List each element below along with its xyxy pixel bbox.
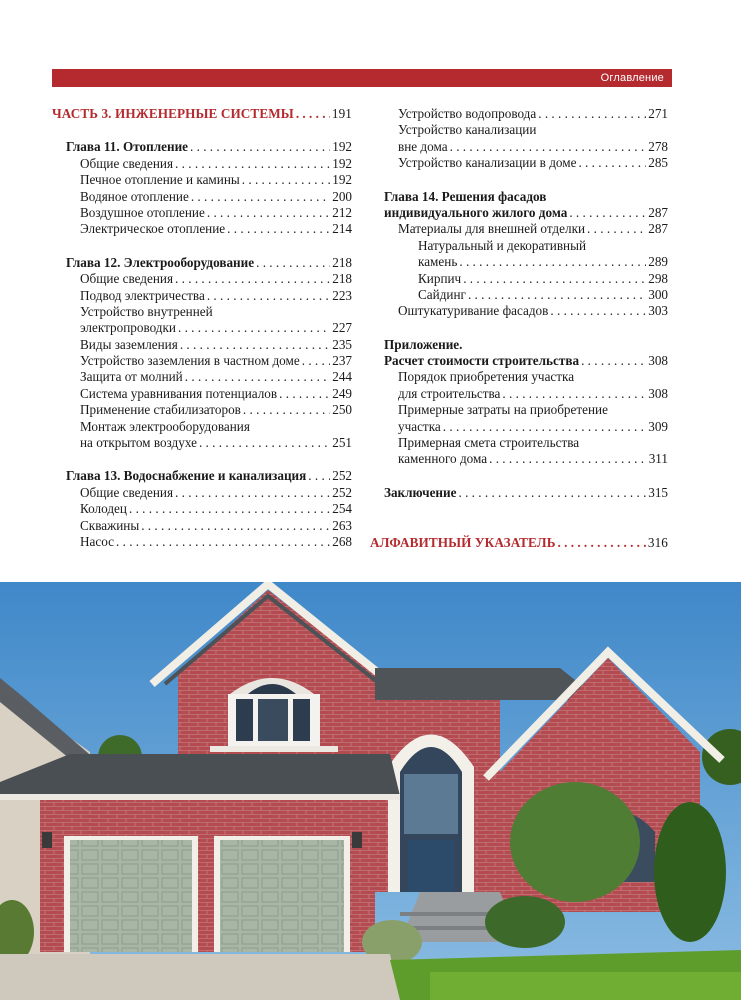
toc-entry-title: Глава 14. Решения фасадов bbox=[384, 188, 547, 204]
toc-entry-page: 200 bbox=[332, 188, 352, 204]
toc-leader-dots bbox=[558, 535, 646, 551]
toc-leader-dots bbox=[190, 139, 330, 155]
toc-leader-dots bbox=[459, 254, 646, 270]
toc-entry-page: 212 bbox=[332, 204, 352, 220]
toc-entry-page: 316 bbox=[647, 535, 668, 551]
toc-entry bbox=[52, 369, 352, 385]
toc-entry bbox=[52, 402, 352, 418]
toc-entry-title: каменного дома bbox=[398, 451, 488, 467]
toc-leader-dots bbox=[538, 106, 646, 122]
toc-entry-page: 287 bbox=[648, 221, 668, 237]
toc-entry-page: 308 bbox=[648, 385, 668, 401]
toc-entry-page: 285 bbox=[648, 155, 668, 171]
toc-entry bbox=[52, 271, 352, 287]
toc-entry bbox=[52, 419, 352, 435]
toc-entry bbox=[384, 419, 668, 435]
toc-entry-title: Глава 13. Водоснабжение и канализация bbox=[66, 468, 307, 484]
toc-entry-title: АЛФАВИТНЫЙ УКАЗАТЕЛЬ bbox=[370, 535, 556, 551]
toc-leader-dots bbox=[191, 189, 330, 205]
toc-entry-page: 192 bbox=[332, 172, 352, 188]
toc-entry bbox=[52, 106, 352, 122]
toc-entry bbox=[384, 106, 668, 122]
toc-leader-dots bbox=[302, 353, 331, 369]
toc-entry bbox=[52, 255, 352, 271]
toc-entry bbox=[52, 288, 352, 304]
toc-entry-title: Расчет стоимости строительства bbox=[384, 353, 580, 369]
toc-entry bbox=[52, 221, 352, 237]
toc-entry bbox=[52, 468, 352, 484]
toc-entry-title: Водяное отопление bbox=[80, 188, 189, 204]
toc-entry-page: 192 bbox=[332, 155, 352, 171]
toc-entry bbox=[52, 156, 352, 172]
toc-entry bbox=[52, 205, 352, 221]
toc-entry-page: 235 bbox=[332, 336, 352, 352]
toc-entry bbox=[52, 501, 352, 517]
toc-entry-title: на открытом воздухе bbox=[80, 435, 197, 451]
toc-entry-page: 191 bbox=[331, 106, 352, 121]
toc-entry-title: Порядок приобретения участка bbox=[398, 369, 575, 385]
section-title: Оглавление bbox=[600, 72, 664, 84]
toc-leader-dots bbox=[581, 353, 646, 369]
toc-entry-page: 311 bbox=[648, 451, 668, 467]
toc-entry-page: 315 bbox=[648, 484, 668, 500]
toc-entry bbox=[52, 139, 352, 155]
toc-entry-page: 214 bbox=[332, 221, 352, 237]
toc-leader-dots bbox=[463, 271, 646, 287]
toc-entry-page: 252 bbox=[332, 484, 352, 500]
toc-entry-page: 309 bbox=[648, 418, 668, 434]
toc-entry-title: Материалы для внешней отделки bbox=[398, 221, 586, 237]
toc-leader-dots bbox=[578, 155, 646, 171]
toc-leader-dots bbox=[178, 320, 330, 336]
toc-entry bbox=[384, 485, 668, 501]
toc-entry-page: 308 bbox=[648, 353, 668, 369]
toc-leader-dots bbox=[141, 518, 330, 534]
toc-entry bbox=[52, 534, 352, 550]
toc-entry-title: Устройство заземления в частном доме bbox=[80, 353, 300, 369]
toc-entry-title: Глава 11. Отопление bbox=[66, 139, 189, 155]
toc-entry-title: Устройство канализации bbox=[398, 122, 537, 138]
toc-entry bbox=[384, 254, 668, 270]
toc-leader-dots bbox=[502, 386, 646, 402]
toc-leader-dots bbox=[308, 468, 330, 484]
toc-leader-dots bbox=[587, 221, 646, 237]
toc-leader-dots bbox=[116, 534, 330, 550]
toc-entry bbox=[384, 303, 668, 319]
toc-entry-title: Оштукатуривание фасадов bbox=[398, 303, 549, 319]
toc-leader-dots bbox=[296, 106, 330, 122]
toc-leader-dots bbox=[458, 485, 646, 501]
toc-leader-dots bbox=[242, 172, 330, 188]
toc-entry-title: Глава 12. Электрооборудование bbox=[66, 254, 255, 270]
toc-entry-page: 254 bbox=[332, 501, 352, 517]
toc-entry-page: 263 bbox=[332, 517, 352, 533]
toc-entry bbox=[384, 155, 668, 171]
toc-entry-title: Примерные затраты на приобретение bbox=[398, 402, 608, 418]
toc-entry-title: Примерная смета строительства bbox=[398, 435, 580, 451]
toc-entry-page: 250 bbox=[332, 402, 352, 418]
toc-entry-page: 218 bbox=[332, 271, 352, 287]
toc-entry-page: 249 bbox=[332, 385, 352, 401]
toc-entry bbox=[52, 485, 352, 501]
toc-entry-title: Насос bbox=[80, 533, 115, 549]
toc-entry-page: 227 bbox=[332, 320, 352, 336]
toc-entry-title: Применение стабилизаторов bbox=[80, 402, 241, 418]
toc-entry bbox=[384, 189, 668, 205]
toc-entry bbox=[52, 518, 352, 534]
toc-entry bbox=[52, 189, 352, 205]
toc-entry-title: Устройство канализации в доме bbox=[398, 155, 577, 171]
toc-entry-page: 287 bbox=[648, 204, 668, 220]
toc-entry-title: камень bbox=[418, 254, 458, 270]
toc-entry bbox=[384, 353, 668, 369]
toc-entry-title: Заключение bbox=[384, 484, 457, 500]
toc-entry-title: вне дома bbox=[398, 138, 448, 154]
toc-leader-dots bbox=[550, 303, 646, 319]
toc-entry-title: Устройство водопровода bbox=[398, 106, 537, 121]
toc-entry-title: Сайдинг bbox=[418, 286, 466, 302]
toc-leader-dots bbox=[468, 287, 646, 303]
toc-entry-page: 298 bbox=[648, 270, 668, 286]
toc-entry-page: 218 bbox=[332, 254, 352, 270]
toc-left-column bbox=[52, 106, 352, 550]
toc-entry-title: для строительства bbox=[398, 385, 501, 401]
toc-entry bbox=[384, 221, 668, 237]
toc-entry bbox=[384, 402, 668, 418]
toc-entry-page: 303 bbox=[648, 303, 668, 319]
toc-entry-page: 300 bbox=[648, 286, 668, 302]
toc-entry-page: 252 bbox=[332, 468, 352, 484]
toc-entry-title: ЧАСТЬ 3. ИНЖЕНЕРНЫЕ СИСТЕМЫ bbox=[52, 106, 294, 121]
toc-leader-dots bbox=[175, 156, 330, 172]
toc-leader-dots bbox=[129, 501, 330, 517]
toc-entry-title: Общие сведения bbox=[80, 271, 174, 287]
toc-leader-dots bbox=[489, 451, 647, 467]
toc-leader-dots bbox=[450, 139, 647, 155]
toc-entry-title: Натуральный и декоративный bbox=[418, 237, 587, 253]
toc-entry bbox=[384, 287, 668, 303]
toc-entry bbox=[384, 238, 668, 254]
toc-entry-title: Скважины bbox=[80, 517, 140, 533]
toc-leader-dots bbox=[180, 337, 330, 353]
toc-entry-title: Кирпич bbox=[418, 270, 462, 286]
toc-entry-title: Подвод электричества bbox=[80, 287, 205, 303]
toc-entry bbox=[384, 337, 668, 353]
toc-entry-title: индивидуального жилого дома bbox=[384, 204, 568, 220]
toc-leader-dots bbox=[207, 288, 330, 304]
toc-entry bbox=[52, 337, 352, 353]
section-header-bar bbox=[52, 69, 672, 87]
toc-entry-title: Общие сведения bbox=[80, 484, 174, 500]
toc-entry-title: Воздушное отопление bbox=[80, 204, 205, 220]
toc-leader-dots bbox=[185, 369, 330, 385]
toc-leader-dots bbox=[199, 435, 330, 451]
toc-entry bbox=[384, 369, 668, 385]
toc-entry bbox=[384, 205, 668, 221]
toc-leader-dots bbox=[569, 205, 646, 221]
toc-entry bbox=[52, 353, 352, 369]
toc-entry-page: 223 bbox=[332, 287, 352, 303]
toc-entry bbox=[384, 386, 668, 402]
toc-entry bbox=[52, 320, 352, 336]
toc-entry-title: Монтаж электрооборудования bbox=[80, 418, 250, 434]
toc-entry bbox=[384, 122, 668, 138]
toc-leader-dots bbox=[279, 386, 330, 402]
toc-leader-dots bbox=[175, 485, 330, 501]
toc-entry-page: 237 bbox=[332, 353, 352, 369]
toc-entry bbox=[384, 271, 668, 287]
toc-leader-dots bbox=[227, 221, 330, 237]
toc-entry bbox=[52, 172, 352, 188]
toc-entry-title: Печное отопление и камины bbox=[80, 172, 240, 188]
toc-entry-title: Виды заземления bbox=[80, 336, 178, 352]
toc-entry-page: 278 bbox=[648, 138, 668, 154]
toc-entry-page: 192 bbox=[332, 139, 352, 155]
toc-right-column bbox=[370, 106, 668, 552]
toc-entry bbox=[384, 435, 668, 451]
toc-leader-dots bbox=[207, 205, 330, 221]
toc-leader-dots bbox=[175, 271, 330, 287]
toc-entry bbox=[384, 451, 668, 467]
toc-entry bbox=[52, 435, 352, 451]
toc-entry-title: Колодец bbox=[80, 501, 127, 517]
toc-entry-title: Электрическое отопление bbox=[80, 221, 226, 237]
toc-leader-dots bbox=[243, 402, 330, 418]
toc-entry-title: Устройство внутренней bbox=[80, 303, 213, 319]
house-photo bbox=[0, 582, 741, 1000]
house-illustration bbox=[0, 582, 741, 1000]
toc-entry-title: Система уравнивания потенциалов bbox=[80, 385, 278, 401]
toc-entry-title: участка bbox=[398, 418, 441, 434]
toc-entry-page: 244 bbox=[332, 369, 352, 385]
toc-entry-page: 289 bbox=[648, 254, 668, 270]
toc-leader-dots bbox=[256, 255, 330, 271]
toc-entry-page: 268 bbox=[332, 533, 352, 549]
toc-entry-title: Приложение. bbox=[384, 336, 463, 352]
toc-entry bbox=[370, 535, 668, 551]
toc-entry-page: 251 bbox=[332, 435, 352, 451]
toc-entry-title: Общие сведения bbox=[80, 155, 174, 171]
toc-entry-page: 271 bbox=[648, 106, 668, 121]
toc-entry-title: Защита от молний bbox=[80, 369, 183, 385]
toc-entry bbox=[52, 304, 352, 320]
toc-leader-dots bbox=[443, 419, 646, 435]
toc-entry bbox=[52, 386, 352, 402]
toc-entry-title: электропроводки bbox=[80, 320, 176, 336]
toc-entry bbox=[384, 139, 668, 155]
